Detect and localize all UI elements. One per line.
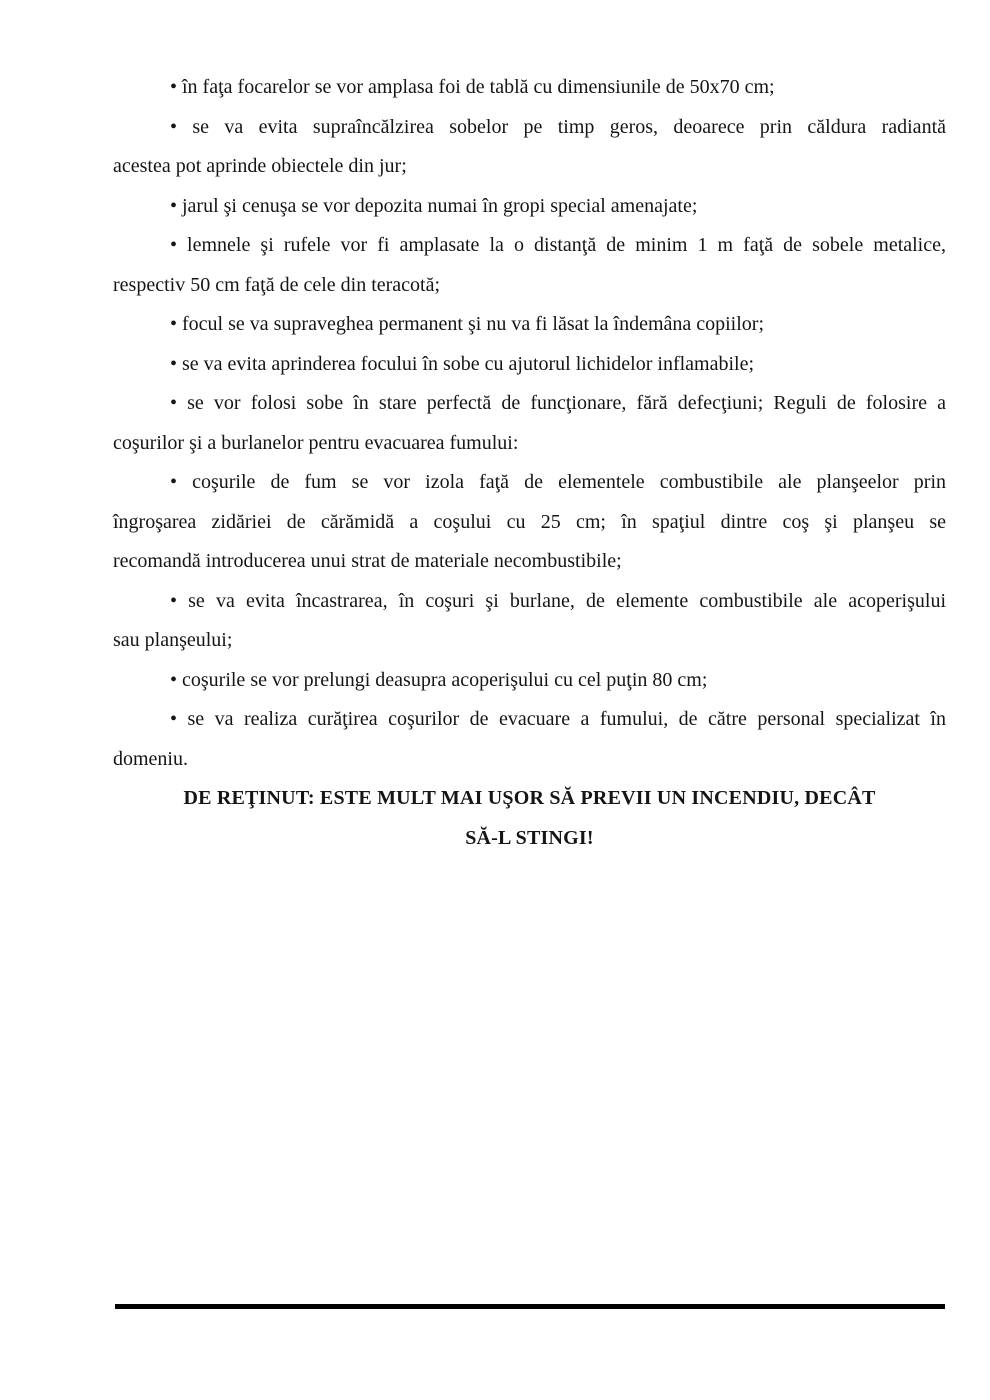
paragraph-line: • se va evita încastrarea, în coşuri şi burlane, de elemente combustibile ale acoperişului: [170, 589, 946, 612]
paragraph-line: • se vor folosi sobe în stare perfectă de funcţionare, fără defecţiuni; Reguli de folosire a: [170, 392, 946, 414]
paragraph-line: domeniu.: [113, 747, 188, 770]
paragraph-line: • coşurile se vor prelungi deasupra acoperişului cu cel puţin 80 cm;: [170, 668, 708, 691]
paragraph-line: • jarul şi cenuşa se vor depozita numai în gropi special amenajate;: [170, 194, 698, 217]
paragraph-line: coşurilor şi a burlanelor pentru evacuarea fumului:: [113, 431, 519, 454]
paragraph-line: respectiv 50 cm faţă de cele din teracotă;: [113, 273, 441, 296]
closing-statement-line: DE REŢINUT: ESTE MULT MAI UŞOR SĂ PREVII UN INCENDIU, DECÂT: [183, 787, 876, 809]
bullet-paragraph: [113, 384, 946, 463]
paragraph-line: • se va evita supraîncălzirea sobelor pe timp geros, deoarece prin căldura radiantă: [170, 115, 946, 138]
paragraph-line: • focul se va supraveghea permanent şi nu va fi lăsat la îndemâna copiilor;: [170, 313, 765, 335]
paragraph-line: îngroşarea zidăriei de cărămidă a coşului cu 25 cm; în spaţiul dintre coş şi planşeu se: [113, 510, 946, 533]
paragraph-line: • în faţa focarelor se vor amplasa foi de tablă cu dimensiunile de 50x70 cm;: [170, 76, 775, 98]
bullet-paragraph: [113, 68, 946, 108]
closing-statement-line: SĂ-L STINGI!: [465, 826, 594, 849]
bullet-paragraph: [113, 700, 946, 779]
bullet-paragraph: [113, 661, 946, 701]
bullet-paragraph: [113, 345, 946, 385]
bullet-paragraph: [113, 305, 946, 345]
bullet-paragraph: [113, 187, 946, 227]
paragraph-line: • lemnele şi rufele vor fi amplasate la o distanţă de minim 1 m faţă de sobele metalice,: [170, 234, 946, 256]
paragraph-line: • se va realiza curăţirea coşurilor de evacuare a fumului, de către personal specializat în: [170, 708, 946, 730]
paragraph-line: acestea pot aprinde obiectele din jur;: [113, 155, 407, 177]
document-body: [113, 68, 946, 858]
closing-statement: [113, 779, 946, 858]
paragraph-line: • coşurile de fum se vor izola faţă de elementele combustibile ale planşeelor prin: [170, 471, 946, 493]
bullet-paragraph: [113, 226, 946, 305]
paragraph-line: sau planşeului;: [113, 629, 233, 651]
footer-rule: [115, 1304, 945, 1309]
bullet-paragraph: [113, 108, 946, 187]
bullet-paragraph: [113, 463, 946, 582]
bullet-paragraph: [113, 582, 946, 661]
paragraph-line: • se va evita aprinderea focului în sobe cu ajutorul lichidelor inflamabile;: [170, 352, 755, 375]
paragraph-line: recomandă introducerea unui strat de materiale necombustibile;: [113, 550, 622, 572]
